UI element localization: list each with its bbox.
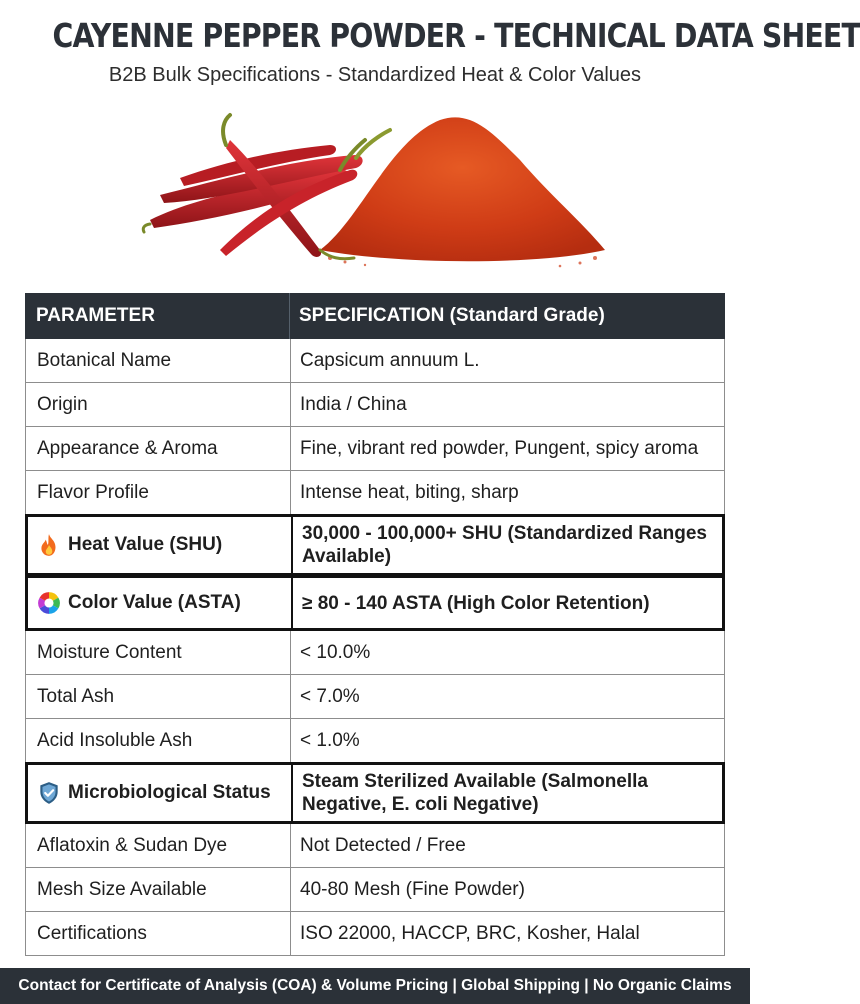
page-subtitle: B2B Bulk Specifications - Standardized Heat & Color Values bbox=[108, 64, 642, 86]
parameter-cell: Acid Insoluble Ash bbox=[26, 719, 291, 762]
column-header-specification: SPECIFICATION (Standard Grade) bbox=[299, 305, 605, 326]
table-row bbox=[25, 912, 725, 956]
table-row bbox=[25, 675, 725, 719]
table-row bbox=[25, 427, 725, 471]
parameter-cell: Moisture Content bbox=[26, 631, 291, 674]
table-row bbox=[25, 471, 725, 515]
spec-cell: < 7.0% bbox=[300, 685, 360, 707]
color-wheel-icon bbox=[36, 590, 62, 616]
table-header bbox=[25, 293, 725, 339]
fire-icon bbox=[36, 532, 62, 558]
spec-cell: < 1.0% bbox=[300, 729, 360, 751]
spec-cell: Capsicum annuum L. bbox=[300, 349, 480, 371]
parameter-cell bbox=[28, 765, 293, 821]
spec-cell: ISO 22000, HACCP, BRC, Kosher, Halal bbox=[300, 922, 640, 944]
table-row-highlighted bbox=[25, 514, 725, 576]
parameter-label: Heat Value (SHU) bbox=[68, 534, 223, 555]
spec-cell: Intense heat, biting, sharp bbox=[300, 481, 519, 503]
parameter-cell bbox=[28, 517, 293, 573]
parameter-cell: Mesh Size Available bbox=[26, 868, 291, 911]
table-row bbox=[25, 719, 725, 763]
spec-cell: 30,000 - 100,000+ SHU (Standardized Ranges Available) bbox=[302, 523, 707, 567]
spec-table bbox=[25, 293, 725, 956]
spec-cell: < 10.0% bbox=[300, 641, 371, 663]
shield-check-icon bbox=[36, 780, 62, 806]
parameter-label: Color Value (ASTA) bbox=[68, 592, 241, 613]
chili-and-powder-image bbox=[140, 100, 610, 280]
table-row bbox=[25, 824, 725, 868]
parameter-cell: Botanical Name bbox=[26, 339, 291, 382]
table-row bbox=[25, 631, 725, 675]
spec-cell: Fine, vibrant red powder, Pungent, spicy aroma bbox=[300, 437, 699, 459]
parameter-cell: Flavor Profile bbox=[26, 471, 291, 514]
parameter-label: Microbiological Status bbox=[68, 782, 271, 803]
table-row-highlighted bbox=[25, 762, 725, 824]
parameter-cell bbox=[28, 578, 293, 628]
page-title: CAYENNE PEPPER POWDER - TECHNICAL DATA SHEET bbox=[52, 16, 860, 55]
table-row-highlighted bbox=[25, 575, 725, 631]
spec-cell: Not Detected / Free bbox=[300, 834, 466, 856]
parameter-cell: Total Ash bbox=[26, 675, 291, 718]
parameter-cell: Certifications bbox=[26, 912, 291, 955]
table-row bbox=[25, 383, 725, 427]
spec-cell: 40-80 Mesh (Fine Powder) bbox=[300, 878, 525, 900]
table-row bbox=[25, 868, 725, 912]
footer-banner: Contact for Certificate of Analysis (COA) & Volume Pricing | Global Shipping | No Organic Claims bbox=[0, 968, 750, 1004]
parameter-cell: Appearance & Aroma bbox=[26, 427, 291, 470]
parameter-cell: Origin bbox=[26, 383, 291, 426]
parameter-cell: Aflatoxin & Sudan Dye bbox=[26, 824, 291, 867]
spec-cell: India / China bbox=[300, 393, 407, 415]
column-header-parameter: PARAMETER bbox=[25, 293, 290, 339]
spec-cell: Steam Sterilized Available (Salmonella Negative, E. coli Negative) bbox=[302, 771, 648, 815]
spec-cell: ≥ 80 - 140 ASTA (High Color Retention) bbox=[302, 592, 650, 614]
table-row bbox=[25, 339, 725, 383]
